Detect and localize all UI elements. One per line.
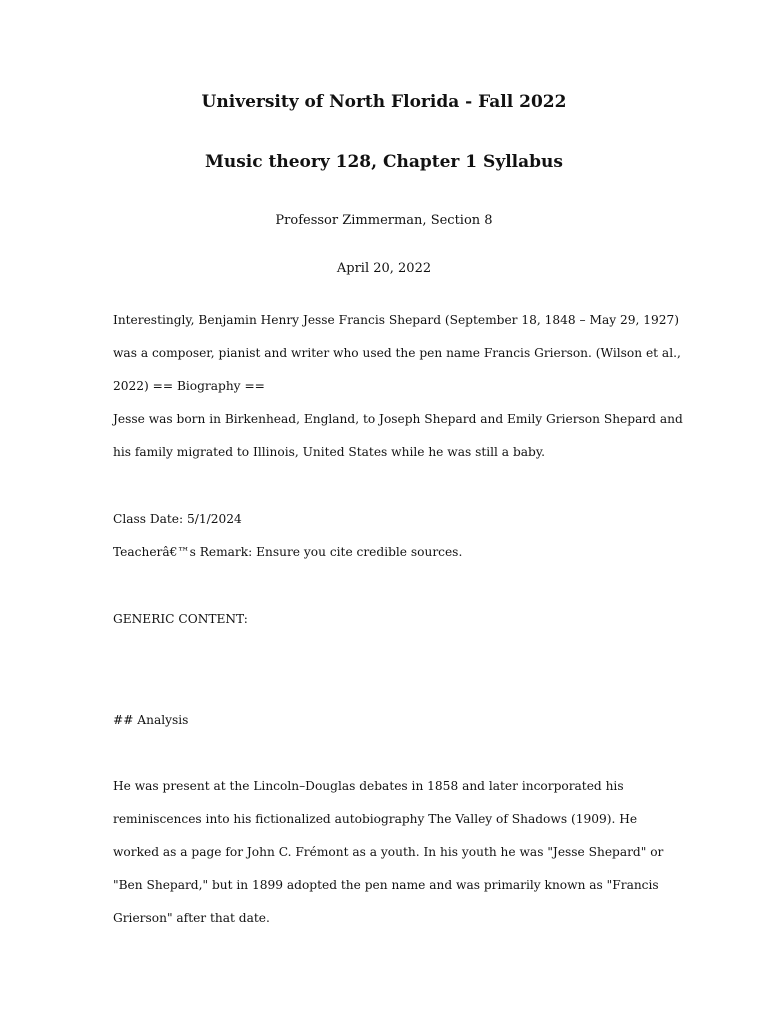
course-title: Music theory 128, Chapter 1 Syllabus	[205, 152, 563, 172]
analysis-paragraph	[113, 770, 664, 935]
analysis-heading	[113, 704, 658, 737]
analysis-line: "Ben Shepard," but in 1899 adopted the pen name and was primarily known as "Francis	[113, 878, 659, 892]
analysis-heading-text: ## Analysis	[113, 713, 189, 727]
analysis-line: He was present at the Lincoln–Douglas debates in 1858 and later incorporated his	[113, 779, 624, 793]
notes-block	[113, 503, 658, 569]
generic-content-text: GENERIC CONTENT:	[113, 612, 248, 626]
professor-line: Professor Zimmerman, Section 8	[275, 213, 493, 228]
university-title: University of North Florida - Fall 2022	[201, 92, 567, 112]
intro-paragraph	[113, 304, 683, 469]
intro-line: was a composer, pianist and writer who used the pen name Francis Grierson. (Wilson et al.,	[113, 346, 681, 360]
document-date: April 20, 2022	[336, 261, 432, 276]
analysis-line: worked as a page for John C. Frémont as a youth. In his youth he was "Jesse Shepard" or	[113, 845, 664, 859]
intro-line: 2022) == Biography ==	[113, 379, 265, 393]
intro-line: his family migrated to Illinois, United States while he was still a baby.	[113, 445, 545, 459]
teacher-remark: Teacherâ€™s Remark: Ensure you cite credible sources.	[113, 545, 463, 559]
analysis-line: reminiscences into his fictionalized autobiography The Valley of Shadows (1909). He	[113, 812, 638, 826]
analysis-line: Grierson" after that date.	[113, 911, 270, 925]
intro-line: Jesse was born in Birkenhead, England, to Joseph Shepard and Emily Grierson Shepard and	[113, 412, 683, 426]
class-date: Class Date: 5/1/2024	[113, 512, 242, 526]
generic-content-label	[113, 603, 658, 636]
intro-line: Interestingly, Benjamin Henry Jesse Francis Shepard (September 18, 1848 – May 29, 1927)	[113, 313, 680, 327]
